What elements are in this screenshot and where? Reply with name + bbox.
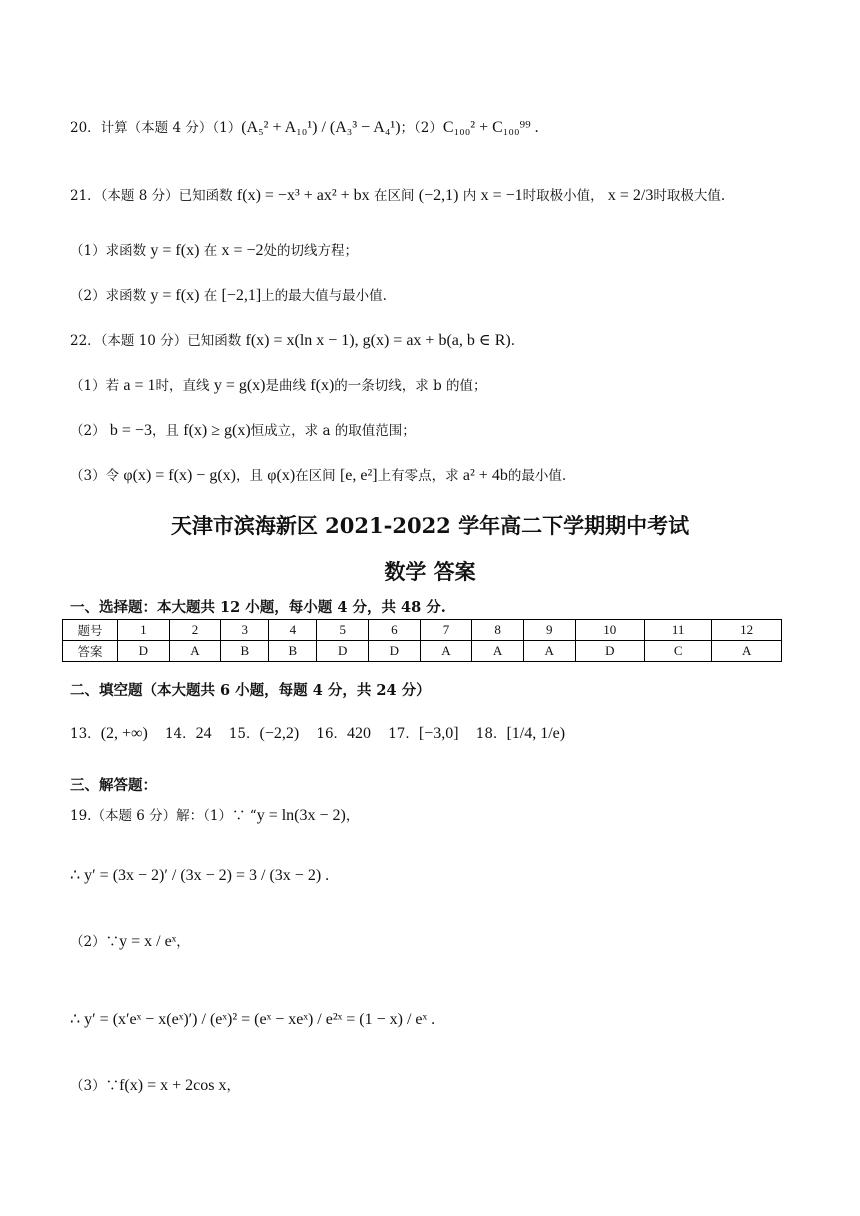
table-cell: D: [118, 641, 170, 662]
table-row: [63, 641, 782, 662]
table-cell: A: [712, 641, 782, 662]
table-cell: 3: [221, 620, 269, 641]
solution-19-derivative-1: ∴ y′ = (3x − 2)′ / (3x − 2) = 3 / (3x − 2) .: [70, 867, 330, 884]
answer-subtitle: 数学 答案: [384, 559, 476, 584]
section-2-heading: 二、填空题（本大题共 6 小题，每题 4 分，共 24 分）: [70, 682, 431, 699]
table-cell: A: [523, 641, 575, 662]
table-cell: 6: [369, 620, 421, 641]
question-21-part-1: （1）求函数 y = f(x) 在 x = −2处的切线方程；: [70, 242, 359, 259]
table-cell: 10: [575, 620, 645, 641]
question-20: 20．计算（本题 4 分）（1）(A₅² + A₁₀¹) / (A₃³ − A₄¹)；（2）C₁₀₀² + C₁₀₀⁹⁹ .: [70, 119, 539, 136]
question-22-part-3: （3）令 φ(x) = f(x) − g(x)，且 φ(x)在区间 [e, e²]上有零点，求 a² + 4b的最小值.: [70, 467, 567, 484]
fill-answers: 13．(2, +∞) 14．24 15．(−2,2) 16．420 17．[−3,0] 18．[1/4, 1/e): [70, 725, 566, 742]
table-cell: 7: [420, 620, 472, 641]
solution-19-part-2: （2）∵y = x / eˣ，: [70, 933, 190, 950]
solution-19-part-3: （3）∵f(x) = x + 2cos x，: [70, 1077, 240, 1094]
table-cell: B: [221, 641, 269, 662]
table-cell: 1: [118, 620, 170, 641]
table-cell: 11: [645, 620, 712, 641]
question-21: 21．（本题 8 分）已知函数 f(x) = −x³ + ax² + bx 在区间 (−2,1) 内 x = −1时取极小值， x = 2/3时取极大值.: [70, 187, 726, 204]
question-22-part-2: （2） b = −3，且 f(x) ≥ g(x)恒成立，求 a 的取值范围；: [70, 422, 416, 439]
question-22-part-1: （1）若 a = 1时，直线 y = g(x)是曲线 f(x)的一条切线，求 b 的值；: [70, 377, 487, 394]
table-cell: 2: [169, 620, 221, 641]
table-row: [63, 620, 782, 641]
section-3-heading: 三、解答题：: [70, 777, 157, 794]
answer-table: [62, 619, 782, 662]
table-cell: D: [369, 641, 421, 662]
question-22: 22．（本题 10 分）已知函数 f(x) = x(ln x − 1), g(x) = ax + b(a, b ∈ R).: [70, 332, 516, 349]
section-1-heading: 一、选择题：本大题共 12 小题，每小题 4 分，共 48 分.: [70, 599, 446, 616]
table-cell: D: [317, 641, 369, 662]
table-cell: 12: [712, 620, 782, 641]
table-cell: 4: [269, 620, 317, 641]
table-cell: A: [472, 641, 524, 662]
table-cell: 8: [472, 620, 524, 641]
table-cell: D: [575, 641, 645, 662]
table-cell: B: [269, 641, 317, 662]
table-cell: A: [169, 641, 221, 662]
solution-19: 19.（本题 6 分）解：（1）∵ “y = ln(3x − 2)，: [70, 807, 360, 824]
table-cell: 9: [523, 620, 575, 641]
table-cell: C: [645, 641, 712, 662]
solution-19-derivative-2: ∴ y′ = (x′eˣ − x(eˣ)′) / (eˣ)² = (eˣ − xeˣ) / e²ˣ = (1 − x) / eˣ .: [70, 1011, 436, 1028]
row-label: 题号: [63, 620, 118, 641]
row-label: 答案: [63, 641, 118, 662]
answer-title: 天津市滨海新区 2021-2022 学年高二下学期期中考试: [170, 513, 690, 538]
table-cell: 5: [317, 620, 369, 641]
table-cell: A: [420, 641, 472, 662]
question-21-part-2: （2）求函数 y = f(x) 在 [−2,1]上的最大值与最小值.: [70, 287, 387, 304]
